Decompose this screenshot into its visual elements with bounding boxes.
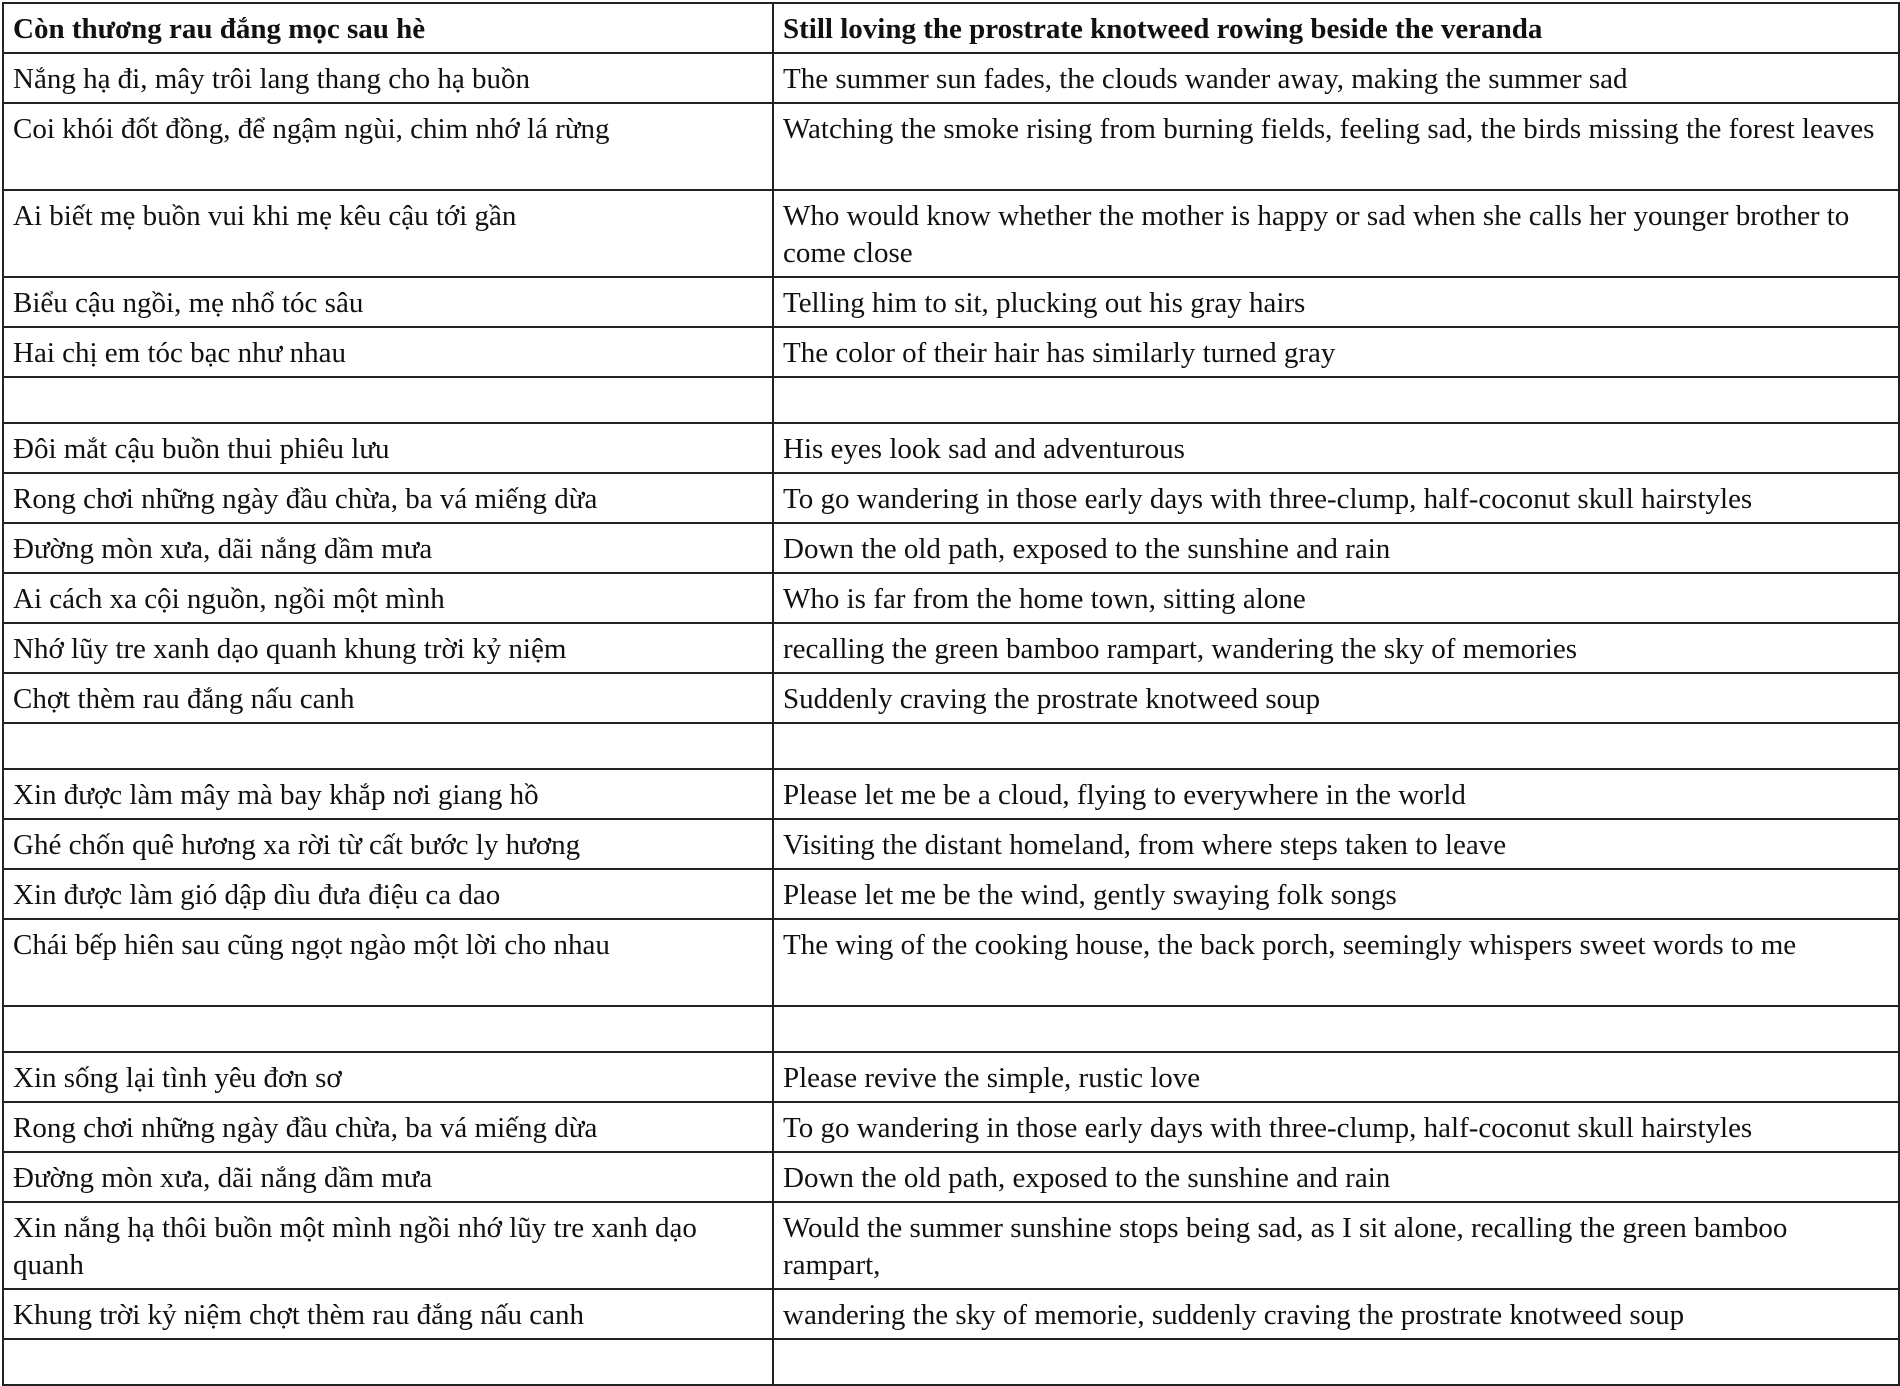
vietnamese-line-cell: Xin được làm gió dập dìu đưa điệu ca dao	[3, 869, 773, 919]
vietnamese-line-cell: Ghé chốn quê hương xa rời từ cất bước ly hương	[3, 819, 773, 869]
english-line-cell: Please let me be the wind, gently swaying folk songs	[773, 869, 1899, 919]
table-row	[3, 190, 1899, 277]
table-row-blank	[3, 1006, 1899, 1052]
table-row	[3, 327, 1899, 377]
english-line-cell: Down the old path, exposed to the sunshine and rain	[773, 523, 1899, 573]
vietnamese-line-cell: Xin được làm mây mà bay khắp nơi giang hồ	[3, 769, 773, 819]
header-vietnamese-title: Còn thương rau đắng mọc sau hè	[3, 3, 773, 53]
table-row	[3, 869, 1899, 919]
english-line-cell: Who would know whether the mother is happy or sad when she calls her younger brother to come close	[773, 190, 1899, 277]
english-line-cell: recalling the green bamboo rampart, wandering the sky of memories	[773, 623, 1899, 673]
english-line-cell: The wing of the cooking house, the back porch, seemingly whispers sweet words to me	[773, 919, 1899, 1006]
document-page	[2, 2, 1898, 1386]
vietnamese-line-cell: Xin sống lại tình yêu đơn sơ	[3, 1052, 773, 1102]
table-row	[3, 1289, 1899, 1339]
english-line-cell	[773, 377, 1899, 423]
table-row	[3, 103, 1899, 190]
vietnamese-line-cell	[3, 1006, 773, 1052]
table-row	[3, 673, 1899, 723]
vietnamese-line-cell: Ai biết mẹ buồn vui khi mẹ kêu cậu tới gần	[3, 190, 773, 277]
vietnamese-line-cell: Ai cách xa cội nguồn, ngồi một mình	[3, 573, 773, 623]
vietnamese-line-cell: Khung trời kỷ niệm chợt thèm rau đắng nấu canh	[3, 1289, 773, 1339]
english-line-cell	[773, 1339, 1899, 1385]
english-line-cell: Please let me be a cloud, flying to everywhere in the world	[773, 769, 1899, 819]
english-line-cell: The summer sun fades, the clouds wander away, making the summer sad	[773, 53, 1899, 103]
table-header-row	[3, 3, 1899, 53]
english-line-cell: To go wandering in those early days with three-clump, half-coconut skull hairstyles	[773, 1102, 1899, 1152]
vietnamese-line-cell: Đường mòn xưa, dãi nắng dầm mưa	[3, 1152, 773, 1202]
vietnamese-line-cell: Đôi mắt cậu buồn thui phiêu lưu	[3, 423, 773, 473]
vietnamese-line-cell	[3, 377, 773, 423]
vietnamese-line-cell: Đường mòn xưa, dãi nắng dầm mưa	[3, 523, 773, 573]
english-line-cell: Visiting the distant homeland, from where steps taken to leave	[773, 819, 1899, 869]
table-row	[3, 277, 1899, 327]
vietnamese-line-cell	[3, 723, 773, 769]
english-line-cell: His eyes look sad and adventurous	[773, 423, 1899, 473]
table-row	[3, 1102, 1899, 1152]
vietnamese-line-cell	[3, 1339, 773, 1385]
header-english-title: Still loving the prostrate knotweed rowing beside the veranda	[773, 3, 1899, 53]
table-row	[3, 623, 1899, 673]
vietnamese-line-cell: Hai chị em tóc bạc như nhau	[3, 327, 773, 377]
english-line-cell: Would the summer sunshine stops being sad, as I sit alone, recalling the green bamboo rampart,	[773, 1202, 1899, 1289]
table-row	[3, 473, 1899, 523]
table-row	[3, 769, 1899, 819]
translation-table	[2, 2, 1900, 1386]
english-line-cell: Suddenly craving the prostrate knotweed soup	[773, 673, 1899, 723]
table-row	[3, 573, 1899, 623]
vietnamese-line-cell: Nắng hạ đi, mây trôi lang thang cho hạ buồn	[3, 53, 773, 103]
table-row	[3, 819, 1899, 869]
english-line-cell: Down the old path, exposed to the sunshine and rain	[773, 1152, 1899, 1202]
english-line-cell: wandering the sky of memorie, suddenly craving the prostrate knotweed soup	[773, 1289, 1899, 1339]
english-line-cell: Who is far from the home town, sitting alone	[773, 573, 1899, 623]
vietnamese-line-cell: Biểu cậu ngồi, mẹ nhổ tóc sâu	[3, 277, 773, 327]
vietnamese-line-cell: Chái bếp hiên sau cũng ngọt ngào một lời cho nhau	[3, 919, 773, 1006]
table-body	[3, 53, 1899, 1385]
english-line-cell	[773, 1006, 1899, 1052]
table-row	[3, 423, 1899, 473]
table-row	[3, 919, 1899, 1006]
table-row-blank	[3, 723, 1899, 769]
vietnamese-line-cell: Rong chơi những ngày đầu chừa, ba vá miếng dừa	[3, 473, 773, 523]
table-row	[3, 1152, 1899, 1202]
english-line-cell: Watching the smoke rising from burning fields, feeling sad, the birds missing the forest leaves	[773, 103, 1899, 190]
table-row	[3, 1202, 1899, 1289]
vietnamese-line-cell: Rong chơi những ngày đầu chừa, ba vá miếng dừa	[3, 1102, 773, 1152]
vietnamese-line-cell: Nhớ lũy tre xanh dạo quanh khung trời kỷ niệm	[3, 623, 773, 673]
table-row	[3, 53, 1899, 103]
english-line-cell	[773, 723, 1899, 769]
table-row-blank	[3, 377, 1899, 423]
table-row-blank	[3, 1339, 1899, 1385]
english-line-cell: Telling him to sit, plucking out his gray hairs	[773, 277, 1899, 327]
vietnamese-line-cell: Xin nắng hạ thôi buồn một mình ngồi nhớ lũy tre xanh dạo quanh	[3, 1202, 773, 1289]
english-line-cell: The color of their hair has similarly turned gray	[773, 327, 1899, 377]
table-row	[3, 1052, 1899, 1102]
vietnamese-line-cell: Coi khói đốt đồng, để ngậm ngùi, chim nhớ lá rừng	[3, 103, 773, 190]
vietnamese-line-cell: Chợt thèm rau đắng nấu canh	[3, 673, 773, 723]
english-line-cell: Please revive the simple, rustic love	[773, 1052, 1899, 1102]
table-row	[3, 523, 1899, 573]
english-line-cell: To go wandering in those early days with three-clump, half-coconut skull hairstyles	[773, 473, 1899, 523]
